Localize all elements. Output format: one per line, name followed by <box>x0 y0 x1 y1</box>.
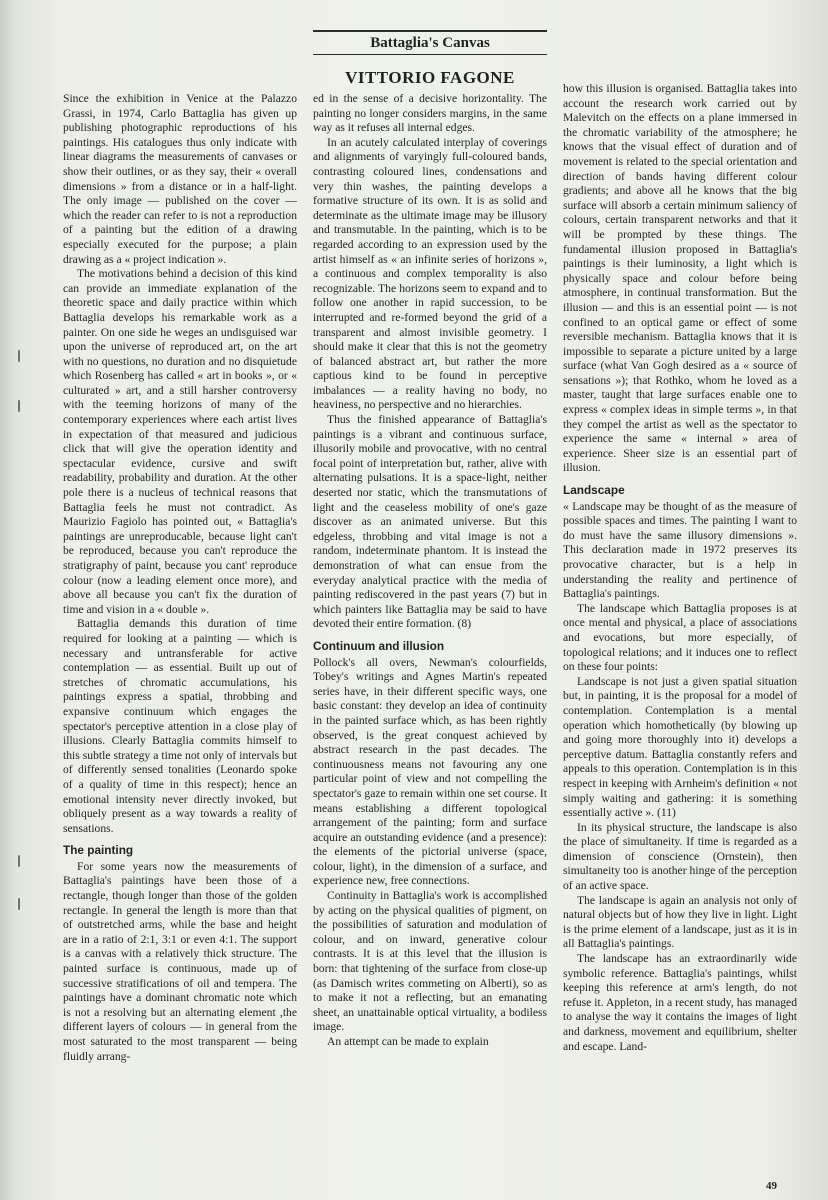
margin-mark <box>18 855 20 867</box>
paragraph: In its physical structure, the landscape is also the place of simultaneity. If time is regarded as a dimension of conscience (Ornstein), then simultaneity too is another hinge of the perception of an active space. <box>563 820 797 893</box>
margin-mark <box>18 898 20 910</box>
section-title: Battaglia's Canvas <box>370 34 490 51</box>
author-name: VITTORIO FAGONE <box>345 68 515 87</box>
section-header <box>313 30 547 55</box>
paragraph: Since the exhibition in Venice at the Palazzo Grassi, in 1974, Carlo Battaglia has given up publishing photographic reproductions of his paintings. His catalogues thus only indicate with linear diagrams the measurements of canvases or show their outlines, or as they say, their « overall dimensions » from a distance or in a half-light. The only image — published on the cover — which the reader can refer to is not a reproduction of a painting but the edition of a drawing especially executed for the purpose; a plain drawing as a « project indication ». <box>63 92 297 266</box>
subheading: Continuum and illusion <box>313 638 445 653</box>
header-rule-bottom <box>313 54 547 56</box>
page-number: 49 <box>766 1180 777 1192</box>
paragraph: An attempt can be made to explain <box>327 1035 489 1048</box>
margin-mark <box>18 400 20 412</box>
paragraph: how this illusion is organised. Battaglia takes into account the research work carried out by Malevitch on the effects on a plane immersed in the chromatic variability of the atmosphere; he knows that the visual effect of duration and of movement is related to the special orientation and direction of bands having different colour gradients; and above all he knows that the big surface will absorb a certain minimum saliency of colours, certain transparent networks and that it will be prompted by these things. The fundamental illusion proposed in Battaglia's paintings is their luminosity, a light which is physically space and colour before being atmosphere, in continual transformation. But the illusion — and this is an essential point — is not confined to an optical game or effect of some reversible mechanism. Battaglia knows that it is impossible to separate a picture united by a large surface (what Van Gogh desired as a « source of sensations »); that Rothko, whom he loved as a master, taught that large surfaces enable one to express « complex ideas in simple terms », in that they compel the artist as well as the spectator to experience the same « internal » area of experience. Sheer size is an essential part of illusion. <box>563 82 797 475</box>
paragraph: Pollock's all overs, Newman's colourfields, Tobey's writings and Agnes Martin's repeated series have, in their different specific ways, one basic constant: they develop an idea of continuity in the painted surface which, as has been rightly observed, is the great conquest achieved by abstract research in the past decades. The continuousness means not favouring any one particular point of view and not compelling the spectator's gaze to remain within one set course. It means establishing a different topological arrangement of the painting; form and surface acquire an outstanding evidence (and a presence): the elements of the pictorial universe (space, colour, light), in the dimension of a surface, and experience new, free connections. <box>313 655 547 888</box>
text-column-3 <box>563 82 797 1054</box>
margin-mark <box>18 350 20 362</box>
paragraph: ed in the sense of a decisive horizontality. The painting no longer considers margins, in the same way as it refuses all internal edges. <box>313 92 547 135</box>
subheading: Landscape <box>563 483 625 498</box>
paragraph: « Landscape may be thought of as the measure of possible spaces and times. The painting I want to do must have the same illusory dimensions ». This declaration made in 1972 preserves its provocative character, but is a help in understanding the reality and pertinence of Battaglia's paintings. <box>563 499 797 601</box>
paragraph: The landscape is again an analysis not only of natural objects but of how they live in light. Light is the prime element of a landscape, just as it is in all Battaglia's paintings. <box>563 893 797 951</box>
paragraph: The landscape which Battaglia proposes is at once mental and physical, a place of associations and evocations, but more especially, of topological relations; and it induces one to reflect on these four points: <box>563 601 797 674</box>
text-column-1 <box>63 92 297 1064</box>
text-column-2 <box>313 92 547 1050</box>
paragraph: The landscape has an extraordinarily wide symbolic reference. Battaglia's paintings, whilst keeping this reference at arm's length, do not refuse it. Appleton, in a recent study, has managed to analyse the way it contains the images of light and darkness, movement and equilibrium, shelter and escape. Land- <box>563 952 797 1053</box>
paragraph: Thus the finished appearance of Battaglia's paintings is a vibrant and continuous surface, illusorily mobile and provocative, with no central focal point of interpretation but, rather, alive with alternating pulsations. It is a space-light, neither deserted nor static, which the transmutations of light and the ceaseless mobility of one's gaze discover as an animated universe. But this edgeless, throbbing and vital image is not a random, indeterminate phantom. It is instead the demonstration of what can ensue from the everyday analytical practice with the media of painting rediscovered in the past years (7) but in which painters like Battaglia may be said to have devoted their entire formation. (8) <box>313 413 547 631</box>
subheading: The painting <box>63 843 134 858</box>
paragraph: Battaglia demands this duration of time required for looking at a painting — which is necessary and untransferable for active contemplation — as essential. Built up out of stretches of chromatic accumulations, his paintings express a spatial, throbbing and expansive continuum which engages the spectator's perceptive attention in a close play of illusions. Clearly Battaglia commits himself to this subtle strategy a time not only of intervals but of differently sensed tonalities (Leonardo spoke of a quality of time in this respect); hence an emotional intensity never directly invoked, but obliquely present as a way towards a reality of sensations. <box>63 617 297 835</box>
paragraph: For some years now the measurements of Battaglia's paintings have been those of a rectangle, though longer than those of the golden rectangle. In general the length is more than that of outstretched arms, while the base and height are in a ratio of 2:1, 3:1 or even 4:1. The support is a canvas with a relatively thick structure. The painted surface is continuous, made up of successive stratifications of oil and tempera. The paintings have a dominant chromatic note which is not a resolving but an alternating element ,the different layers of colours — in general from the most saturated to the most transparent — being fluidly arrang- <box>63 859 297 1063</box>
page-binding-shadow <box>0 0 18 1200</box>
paragraph: Continuity in Battaglia's work is accomplished by acting on the physical qualities of pigment, on the possibilities of saturation and modulation of colour, and on inward, generative colour contrasts. It is at this level that the illusion is born: that tightening of the surface from close-up (as Damisch writes commeting on Alberti), so as to make it not a reflecting, but an emanating sheet, an unattainable optical virtuality, a bodiless image. <box>313 889 547 1034</box>
paragraph: In an acutely calculated interplay of coverings and alignments of varyingly full-coloured bands, contrasting coloured lines, condensations and very thin washes, the painting develops a formative structure of its own. It is as solid and determinate as the ultimate image may be illusory and transmutable. In the painting, which is to be regarded according to an expression used by the artist himself as « an infinite series of horizons », a continuous and complex temporality is also recognizable. The horizons seem to expand and to follow one another in rapid succession, to be interrupted and re-formed beyond the grid of a transparent and almost invisible geometry. I should make it clear that this is not the geometry of balanced abstract art, but rather the more captious kind to be found in perceptive imbalances — a reality having no body, no heaviness, no perspective and no hierarchies. <box>313 135 547 412</box>
paragraph: Landscape is not just a given spatial situation but, in painting, it is the proposal for a model of contemplation. Contemplation is a mental operation which homothetically (by blowing up and going more thoroughly into it) develops a perceptive datum. Battaglia constantly refers and appeals to this operation. Contemplation is in this respect in keeping with Arnheim's definition « not simply waiting and gathering: it is something essentially active ». (11) <box>563 674 797 820</box>
paragraph: The motivations behind a decision of this kind can provide an immediate explanation of the theoretic space and daily practice within which Battaglia develops his remarkable work as a painter. On one side he weges an undisguised war upon the universe of reproduced art, on the art with no questions, no duration and no disquietude which Rosenberg has called « art in books », or « culturated » art, and a still harsher controversy with the teeming horizons of many of the contemporary experiences where each artist lives in expectation of that measured and judicious click that will give the operation identity and spectacular evidence, cursive and swift readability, probability and duration. At the other pole there is a nucleus of technical reasons that Battaglia feels he must not contradict. As Maurizio Fagiolo has pointed out, « Battaglia's paintings are unreproducable, because light can't be reproduced, because you can't reproduce the stratigraphy of paint, because you cant' reproduce colour (now a leading element once more), and above all because you can't fix the duration of time and vision in a « double ». <box>63 267 297 616</box>
